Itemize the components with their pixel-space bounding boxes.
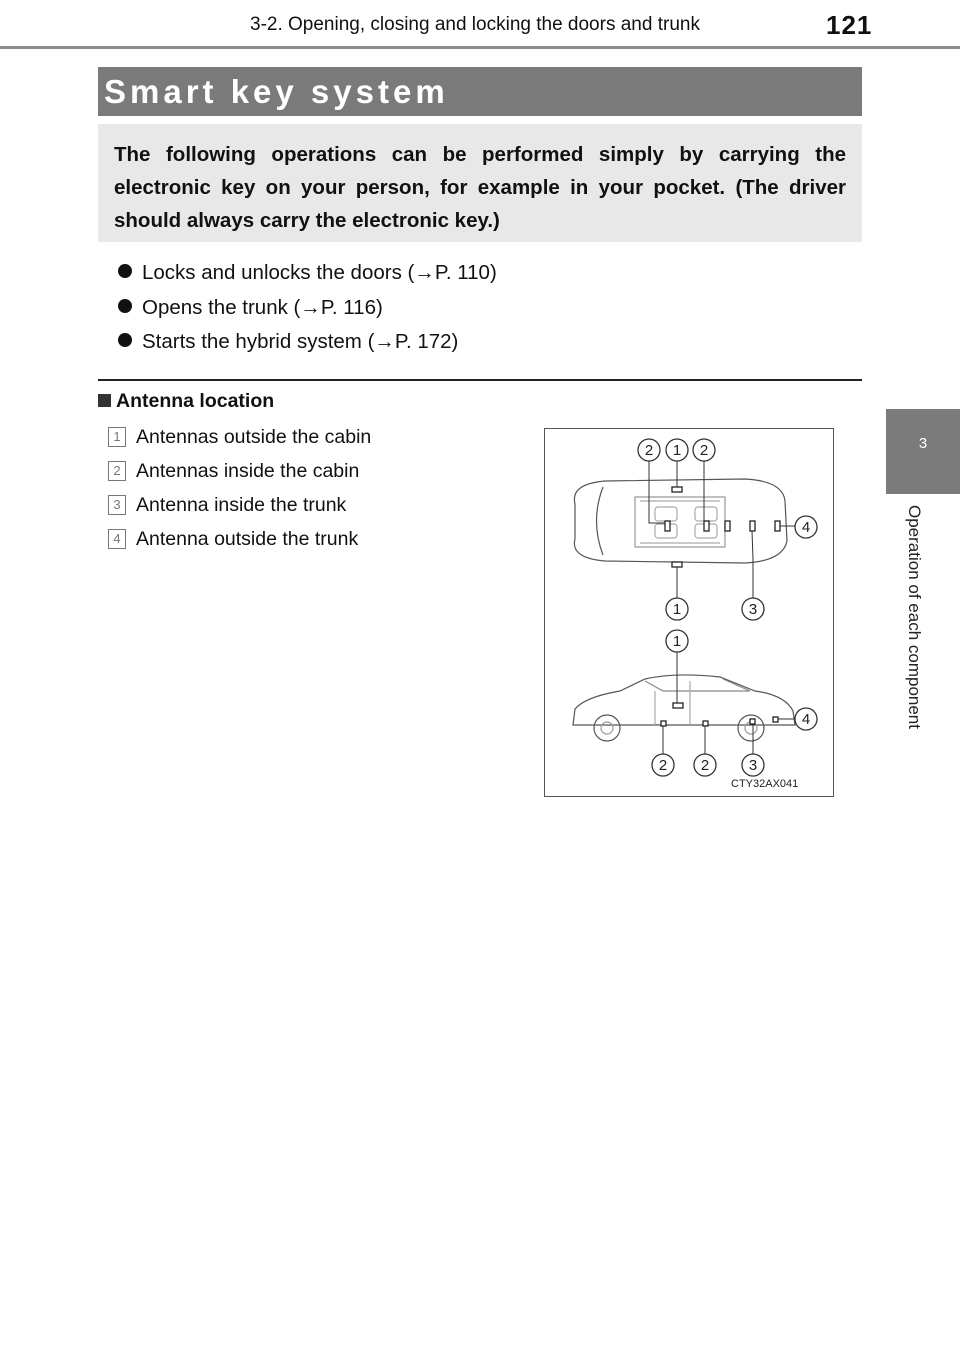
legend-item (108, 423, 371, 457)
antenna-diagram (544, 428, 834, 797)
square-bullet-icon (98, 394, 111, 407)
callout-number: 1 (672, 633, 682, 650)
legend-label: Antenna inside the trunk (136, 494, 347, 516)
antenna-marker (750, 719, 755, 724)
callout-number: 3 (748, 757, 758, 774)
section-title: Smart key system (98, 67, 862, 116)
callout-number: 1 (672, 442, 682, 459)
antenna-marker (672, 562, 682, 567)
figure-code: CTY32AX041 (731, 778, 799, 790)
callout-number: 2 (699, 442, 709, 459)
legend-item (108, 457, 371, 491)
list-item-text: Starts the hybrid system (→P. 172) (142, 330, 459, 353)
list-item-text: Locks and unlocks the doors (→P. 110) (142, 261, 497, 284)
list-item (118, 325, 497, 360)
car-side-view (573, 675, 795, 725)
callout-number: 4 (801, 519, 811, 536)
intro-box (98, 124, 862, 242)
antenna-marker (773, 717, 778, 722)
chapter-label: Operation of each component (905, 505, 924, 729)
chapter-number: 3 (918, 435, 928, 452)
antenna-marker (665, 521, 670, 531)
callout-number: 3 (748, 601, 758, 618)
legend-number: 2 (108, 461, 126, 481)
antenna-marker (673, 703, 683, 708)
callout-number: 4 (801, 711, 811, 728)
chapter-tab[interactable] (886, 409, 960, 494)
antenna-marker (725, 521, 730, 531)
antenna-legend (108, 423, 371, 559)
list-item (118, 256, 497, 291)
bullet-icon (118, 333, 132, 347)
subsection-heading: Antenna location (98, 390, 274, 413)
callout-number: 1 (672, 601, 682, 618)
feature-list (118, 256, 497, 360)
list-item-text: Opens the trunk (→P. 116) (142, 295, 383, 319)
header-divider (0, 46, 960, 49)
car-illustration (545, 429, 835, 798)
bullet-icon (118, 299, 132, 313)
legend-number: 3 (108, 495, 126, 515)
legend-number: 1 (108, 427, 126, 447)
list-item (118, 291, 497, 326)
antenna-marker (661, 721, 666, 726)
callout-number: 2 (700, 757, 710, 774)
legend-label: Antenna outside the trunk (136, 528, 359, 550)
intro-text: The following operations can be performed simply by carrying the electronic key on your person, for example in your pocket. (The driver should always carry the electronic key.) (114, 143, 846, 232)
page-number: 121 (826, 10, 873, 40)
callout-number: 2 (644, 442, 654, 459)
callout-number: 2 (658, 757, 668, 774)
antenna-marker (750, 521, 755, 531)
legend-item (108, 491, 371, 525)
legend-label: Antennas outside the cabin (136, 426, 372, 448)
antenna-marker (703, 721, 708, 726)
antenna-marker (775, 521, 780, 531)
bullet-icon (118, 264, 132, 278)
antenna-marker (704, 521, 709, 531)
legend-item (108, 525, 371, 559)
antenna-marker (672, 487, 682, 492)
section-divider (98, 379, 862, 381)
legend-label: Antennas inside the cabin (136, 460, 360, 482)
running-header: 3-2. Opening, closing and locking the doors and trunk (250, 14, 700, 35)
legend-number: 4 (108, 529, 126, 549)
